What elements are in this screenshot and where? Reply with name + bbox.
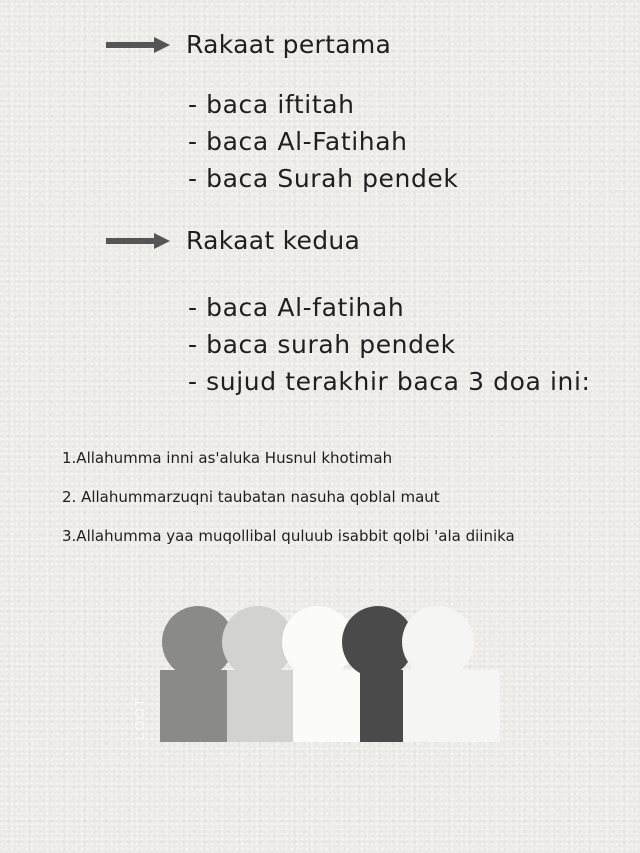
section-1-heading-row: [106, 30, 391, 59]
section-1-steps: [188, 86, 459, 197]
doa-item: 1.Allahumma inni as'aluka Husnul khotimah: [62, 449, 393, 467]
logo-arch-1: [160, 606, 234, 742]
section-2-steps: [188, 289, 591, 400]
list-item: - baca iftitah: [188, 90, 355, 119]
doa-list: [62, 448, 515, 565]
section-2-heading: Rakaat kedua: [186, 226, 361, 255]
section-2-heading-row: [106, 226, 360, 255]
logo-text: LOOT: [132, 696, 147, 740]
list-item: - sujud terakhir baca 3 doa ini:: [188, 367, 591, 396]
doa-item: 2. Allahummarzuqni taubatan nasuha qoblal maut: [62, 488, 440, 506]
arrow-right-icon: [106, 37, 170, 53]
logo-arch-2: [222, 606, 296, 742]
list-item: - baca Surah pendek: [188, 164, 459, 193]
logo-arch-5: [402, 606, 500, 742]
loot-logo: [130, 600, 510, 750]
section-1-heading: Rakaat pertama: [186, 30, 392, 59]
doa-item: 3.Allahumma yaa muqollibal quluub isabbit qolbi 'ala diinika: [62, 527, 515, 545]
arrow-right-icon: [106, 233, 170, 249]
list-item: - baca surah pendek: [188, 330, 456, 359]
list-item: - baca Al-Fatihah: [188, 127, 408, 156]
list-item: - baca Al-fatihah: [188, 293, 405, 322]
